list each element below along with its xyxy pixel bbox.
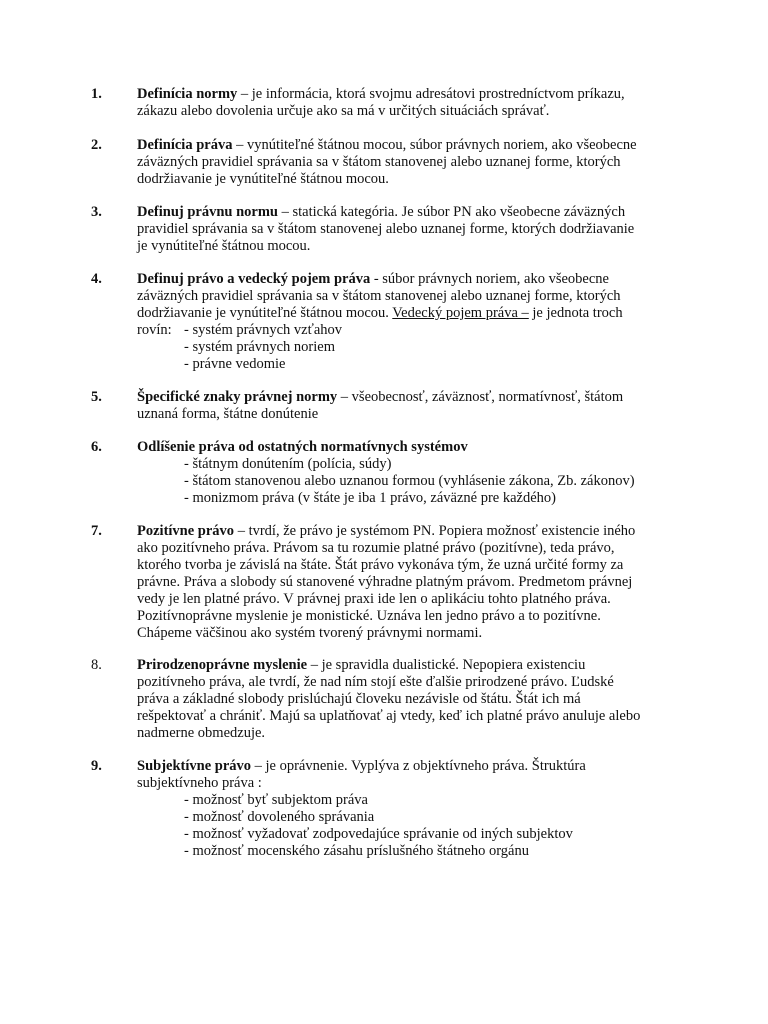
item-text: je jednota troch bbox=[528, 305, 623, 321]
item-term: Definícia práva bbox=[137, 137, 233, 153]
item-number: 2. bbox=[91, 137, 102, 153]
list-bullet: - možnosť mocenského zásahu príslušného štátneho orgánu bbox=[184, 843, 529, 859]
list-bullet: - štátom stanovenou alebo uznanou formou (vyhlásenie zákona, Zb. zákonov) bbox=[184, 473, 635, 489]
item-body bbox=[137, 523, 682, 642]
item-text: záväzných pravidiel správania sa v štátom stanovenej alebo uznanej forme, ktorých bbox=[137, 154, 621, 170]
item-text: právne. Práva a slobody sú stanovené výhradne platným právom. Predmetom právnej bbox=[137, 574, 633, 590]
item-body bbox=[137, 389, 682, 423]
list-bullet: - právne vedomie bbox=[184, 356, 286, 372]
item-text: rešpektovať a chrániť. Majú sa uplatňovať aj vtedy, keď ich platné právo anuluje alebo bbox=[137, 708, 641, 724]
item-number: 4. bbox=[91, 271, 102, 287]
item-text: nadmerne obmedzuje. bbox=[137, 725, 266, 741]
item-text: pravidiel správania sa v štátom stanovenej alebo uznanej forme, ktorých dodržiavanie bbox=[137, 221, 635, 237]
item-term: Definuj právnu normu bbox=[137, 204, 278, 220]
item-number: 1. bbox=[91, 86, 102, 102]
item-text: dodržiavanie je vynútiteľné štátnou mocou. bbox=[137, 171, 389, 187]
item-body bbox=[137, 137, 682, 188]
item-term: Prirodzenoprávne myslenie bbox=[137, 657, 308, 673]
item-text: – je oprávnenie. Vyplýva z objektívneho práva. Štruktúra bbox=[251, 758, 586, 774]
item-number: 5. bbox=[91, 389, 102, 405]
levels-label: rovín: bbox=[137, 322, 172, 338]
item-term: Pozitívne právo bbox=[137, 523, 235, 539]
item-text: – je informácia, ktorá svojmu adresátovi prostredníctvom príkazu, bbox=[237, 86, 625, 102]
item-text: Pozitívnoprávne myslenie je monistické. Uznáva len jedno právo a to pozitívne. bbox=[137, 608, 601, 624]
item-body bbox=[137, 439, 682, 507]
item-number: 8. bbox=[91, 657, 102, 673]
item-text: práva a základné slobody prislúchajú človeku nezávisle od štátu. Štát ich má bbox=[137, 691, 581, 707]
item-number: 6. bbox=[91, 439, 102, 455]
item-term: Definícia normy bbox=[137, 86, 238, 102]
item-text: zákazu alebo dovolenia určuje ako sa má v určitých situáciách správať. bbox=[137, 103, 550, 119]
item-text: je vynútiteľné štátnou mocou. bbox=[137, 238, 311, 254]
item-body bbox=[137, 271, 682, 373]
list-bullet: - štátnym donútením (polícia, súdy) bbox=[184, 456, 392, 472]
item-text: pozitívneho práva, ale tvrdí, že nad ním stojí ešte ďalšie prirodzené právo. Ľudské bbox=[137, 674, 614, 690]
item-text: – je spravidla dualistické. Nepopiera existenciu bbox=[307, 657, 586, 673]
item-term: Odlíšenie práva od ostatných normatívnych systémov bbox=[137, 439, 468, 455]
item-text: uznaná forma, štátne donútenie bbox=[137, 406, 319, 422]
list-bullet: - možnosť byť subjektom práva bbox=[184, 792, 368, 808]
item-term: Špecifické znaky právnej normy bbox=[137, 389, 338, 405]
item-text: subjektívneho práva : bbox=[137, 775, 262, 791]
list-bullet: - systém právnych vzťahov bbox=[184, 322, 342, 338]
item-text: ktorého tvorba je závislá na štáte. Štát právo vykonáva tým, že uzná určité formy za bbox=[137, 557, 624, 573]
item-text: Chápeme väčšinou ako systém tvorený právnymi normami. bbox=[137, 625, 483, 641]
item-text: - súbor právnych noriem, ako všeobecne bbox=[370, 271, 609, 287]
item-text: – všeobecnosť, záväznosť, normatívnosť, štátom bbox=[337, 389, 624, 405]
item-body bbox=[137, 86, 682, 120]
item-text: dodržiavanie je vynútiteľné štátnou mocou. bbox=[137, 305, 393, 321]
list-bullet: - možnosť dovoleného správania bbox=[184, 809, 375, 825]
item-text: – vynútiteľné štátnou mocou, súbor právnych noriem, ako všeobecne bbox=[232, 137, 637, 153]
item-text: vedy je len platné právo. V právnej praxi ide len o aplikáciu tohto platného práva. bbox=[137, 591, 611, 607]
item-body bbox=[137, 657, 682, 742]
item-term: Definuj právo a vedecký pojem práva bbox=[137, 271, 371, 287]
underlined-term: Vedecký pojem práva – bbox=[392, 305, 529, 321]
item-number: 9. bbox=[91, 758, 102, 774]
list-bullet: - možnosť vyžadovať zodpovedajúce správanie od iných subjektov bbox=[184, 826, 573, 842]
item-number: 7. bbox=[91, 523, 102, 539]
item-text: – statická kategória. Je súbor PN ako všeobecne záväzných bbox=[278, 204, 626, 220]
list-bullet: - monizmom práva (v štáte je iba 1 právo, záväzné pre každého) bbox=[184, 490, 557, 506]
item-body bbox=[137, 758, 682, 860]
list-bullet: - systém právnych noriem bbox=[184, 339, 336, 355]
item-text: – tvrdí, že právo je systémom PN. Popiera možnosť existencie iného bbox=[234, 523, 636, 539]
item-body bbox=[137, 204, 682, 255]
item-term: Subjektívne právo bbox=[137, 758, 252, 774]
item-text: ako pozitívneho práva. Právom sa tu rozumie platné právo (pozitívne), teda právo, bbox=[137, 540, 615, 556]
item-number: 3. bbox=[91, 204, 102, 220]
item-text: záväzných pravidiel správania sa v štátom stanovenej alebo uznanej forme, ktorých bbox=[137, 288, 621, 304]
